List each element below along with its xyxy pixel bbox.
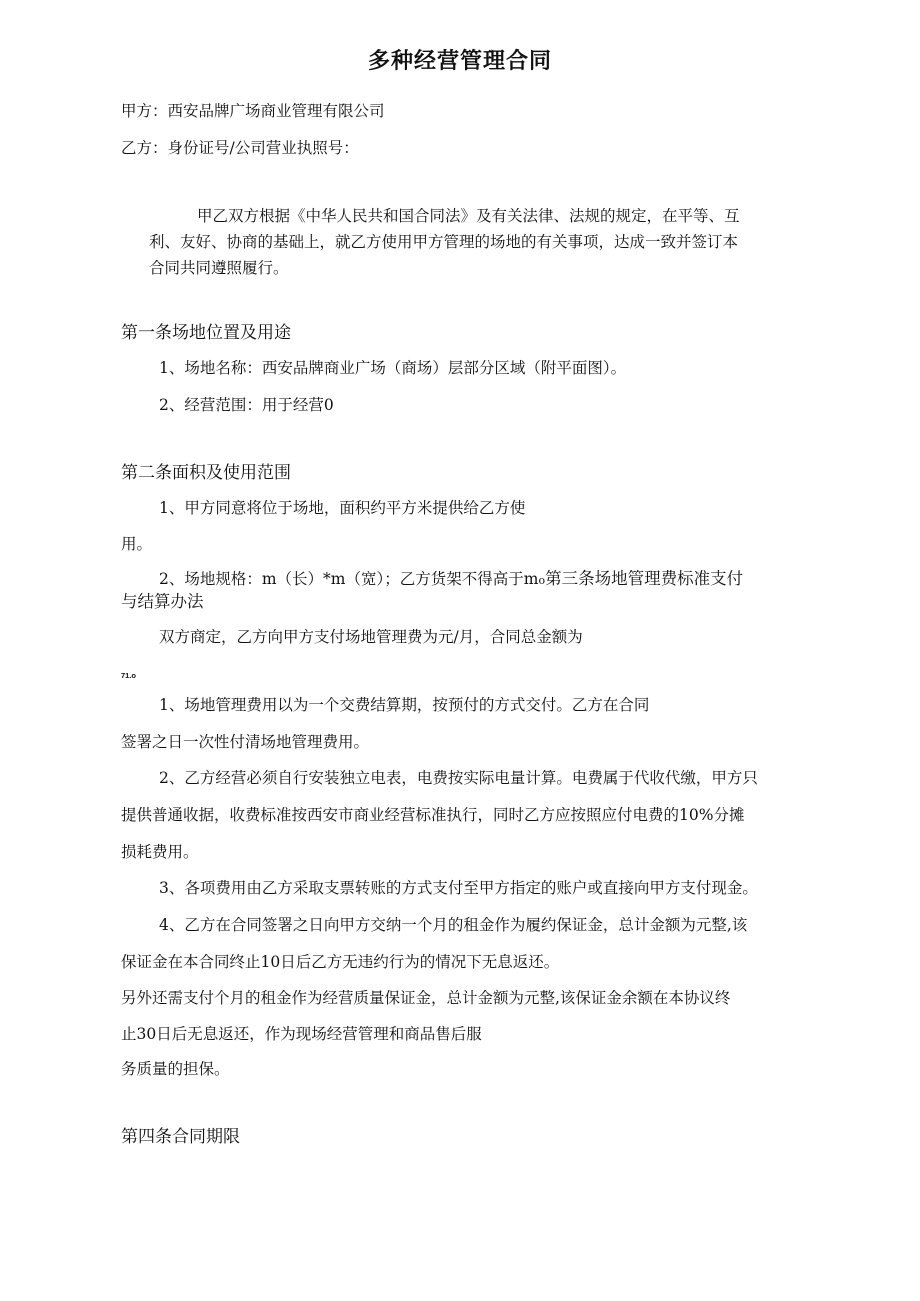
party-b-line: 乙方：身份证号/公司营业执照号： xyxy=(121,139,359,157)
article3-line: 3、各项费用由乙方采取支票转账的方式支付至甲方指定的账户或直接向甲方支付现金。 xyxy=(159,879,758,897)
article3-line: 1、场地管理费用以为一个交费结算期，按预付的方式交付。乙方在合同 xyxy=(159,696,650,714)
article3-line: 务质量的担保。 xyxy=(121,1060,230,1078)
article3-heading: 第三条场地管理费标准支付 xyxy=(545,569,744,588)
article2-heading: 第二条面积及使用范围 xyxy=(121,463,291,483)
article1-heading: 第一条场地位置及用途 xyxy=(121,323,291,343)
article4-heading: 第四条合同期限 xyxy=(121,1127,240,1147)
article3-line: 保证金在本合同终止10日后乙方无违约行为的情况下无息返还。 xyxy=(121,953,560,971)
article3-line: 提供普通收据，收费标准按西安市商业经营标准执行，同时乙方应按照应付电费的10%分摊 xyxy=(121,806,745,824)
article1-item: 1、场地名称：西安品牌商业广场（商场）层部分区域（附平面图）。 xyxy=(159,359,627,377)
article1-item: 2、经营范围：用于经营0 xyxy=(159,396,334,414)
article3-line: 签署之日一次性付清场地管理费用。 xyxy=(121,733,370,751)
article3-heading-cont: 与结算办法 xyxy=(121,592,204,611)
preamble-line: 利、友好、协商的基础上，就乙方使用甲方管理的场地的有关事项，达成一致并签订本 xyxy=(149,233,739,251)
article2-line: 用。 xyxy=(121,535,153,553)
article3-line: 另外还需支付个月的租金作为经营质量保证金，总计金额为元整,该保证金余额在本协议终 xyxy=(121,989,731,1007)
article3-line: 双方商定，乙方向甲方支付场地管理费为元/月，合同总金额为 xyxy=(159,628,583,646)
article3-line: 止30日后无息返还，作为现场经营管理和商品售后服 xyxy=(121,1025,482,1043)
article3-line: 2、乙方经营必须自行安装独立电表，电费按实际电量计算。电费属于代收代缴，甲方只 xyxy=(159,769,758,787)
article2-spec-text: 2、场地规格：m（长）*m（宽）；乙方货架不得高于m xyxy=(159,570,539,588)
article3-line: 4、乙方在合同签署之日向甲方交纳一个月的租金作为履约保证金，总计金额为元整,该 xyxy=(159,916,748,934)
preamble-line: 合同共同遵照履行。 xyxy=(149,259,289,277)
preamble-line: 甲乙双方根据《中华人民共和国合同法》及有关法律、法规的规定，在平等、互 xyxy=(197,207,740,225)
article2-spec-suffix: o xyxy=(538,574,546,587)
article2-line: 1、甲方同意将位于场地，面积约平方米提供给乙方使 xyxy=(159,499,526,517)
party-a-line: 甲方：西安品牌广场商业管理有限公司 xyxy=(121,102,385,120)
document-title: 多种经营管理合同 xyxy=(367,49,552,74)
article2-line xyxy=(159,569,743,591)
article3-line: 损耗费用。 xyxy=(121,843,199,861)
article3-total-amount: 71.o xyxy=(121,671,137,680)
